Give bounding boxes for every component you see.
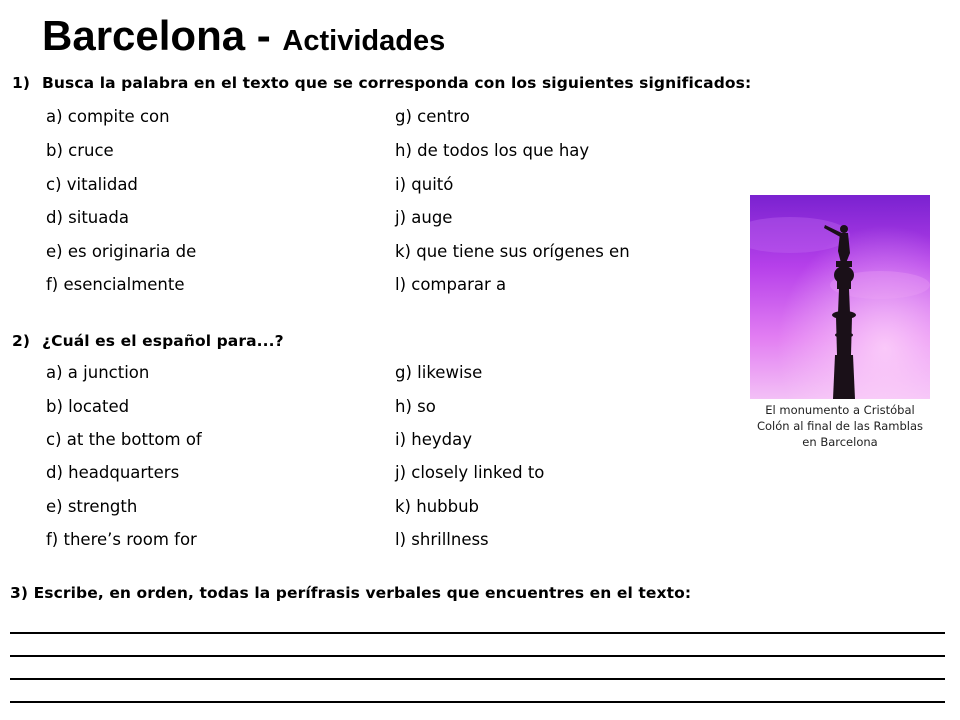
q1-item-h: h) de todos los que hay — [395, 141, 590, 160]
question-2-heading — [12, 332, 284, 350]
question-1-heading — [12, 74, 751, 92]
answer-line[interactable] — [10, 701, 945, 703]
q1-item-c: c) vitalidad — [46, 175, 138, 194]
question-1-text: Busca la palabra en el texto que se corresponda con los siguientes significados: — [42, 74, 752, 92]
q2-item-c: c) at the bottom of — [46, 430, 202, 449]
q1-item-b: b) cruce — [46, 141, 114, 160]
question-2-number: 2) — [12, 332, 31, 350]
q2-item-i: i) heyday — [395, 430, 472, 449]
title-sub: Actividades — [282, 25, 446, 57]
columbus-monument-photo — [750, 195, 930, 399]
question-3-heading: 3) Escribe, en orden, todas la perífrasis verbales que encuentres en el texto: — [10, 584, 692, 602]
q2-item-f: f) there’s room for — [46, 530, 197, 549]
title-main: Barcelona - — [42, 12, 283, 59]
q2-item-j: j) closely linked to — [395, 463, 545, 482]
answer-line[interactable] — [10, 678, 945, 680]
q2-item-g: g) likewise — [395, 363, 483, 382]
q1-item-f: f) esencialmente — [46, 275, 185, 294]
q1-item-e: e) es originaria de — [46, 242, 197, 261]
q1-item-j: j) auge — [395, 208, 453, 227]
answer-line[interactable] — [10, 655, 945, 657]
photo-caption: El monumento a Cristóbal Colón al final de las Ramblas en Barcelona — [756, 403, 923, 449]
q2-item-b: b) located — [46, 397, 130, 416]
q1-item-g: g) centro — [395, 107, 470, 126]
question-1-number: 1) — [12, 74, 31, 92]
q1-item-l: l) comparar a — [395, 275, 507, 294]
q1-item-a: a) compite con — [46, 107, 170, 126]
q2-item-k: k) hubbub — [395, 497, 480, 516]
page-title — [42, 10, 445, 67]
q1-item-i: i) quitó — [395, 175, 454, 194]
q1-item-k: k) que tiene sus orígenes en — [395, 242, 630, 261]
q2-item-a: a) a junction — [46, 363, 150, 382]
columbus-monument-image — [750, 195, 930, 399]
answer-line[interactable] — [10, 632, 945, 634]
q2-item-e: e) strength — [46, 497, 138, 516]
q2-item-h: h) so — [395, 397, 436, 416]
q1-item-d: d) situada — [46, 208, 129, 227]
question-2-text: ¿Cuál es el español para...? — [42, 332, 284, 350]
q2-item-d: d) headquarters — [46, 463, 180, 482]
q2-item-l: l) shrillness — [395, 530, 489, 549]
